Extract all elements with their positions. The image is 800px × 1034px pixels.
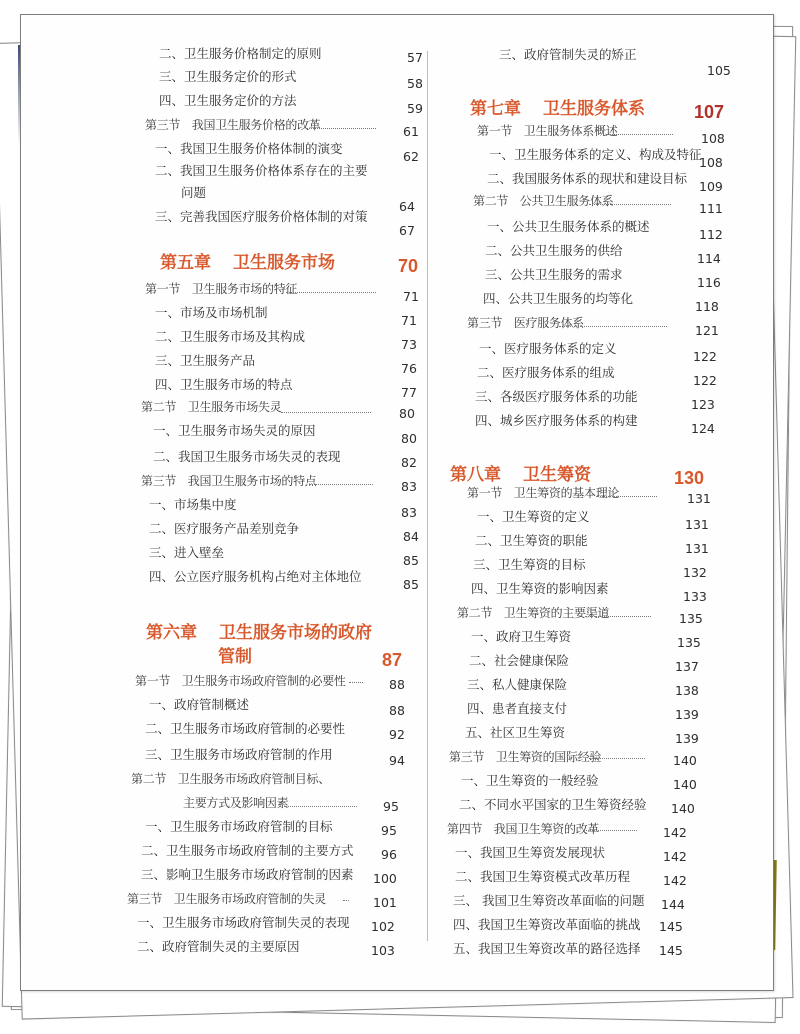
toc-item-entry [473,557,586,573]
toc-entry-label: 四、公共卫生服务的均等化 [483,291,634,306]
toc-entry-label: 第二节 卫生服务市场失灵 [141,400,282,414]
chapter-title-continued: 管制 [218,647,252,667]
toc-entry-label: 一、政府卫生筹资 [471,629,572,644]
toc-entry-label: 二、公共卫生服务的供给 [485,243,623,258]
toc-page-number: 123 [691,397,715,412]
toc-section-entry [449,749,601,765]
toc-section-entry [467,315,584,331]
toc-page-number: 140 [673,777,697,792]
chapter-number: 第七章 [470,99,521,119]
toc-page-number: 92 [389,727,405,742]
toc-item-entry [181,185,206,201]
toc-entry-label: 第二节 卫生筹资的主要渠道 [457,606,610,620]
leader-dots [589,203,671,205]
toc-entry-label: 问题 [181,185,207,200]
toc-page-number: 131 [687,491,711,506]
toc-entry-label: 四、我国卫生筹资改革面临的挑战 [453,917,641,932]
chapter-page-number: 107 [694,102,725,122]
toc-section-entry [457,605,609,621]
toc-item-entry [489,147,702,163]
toc-entry-label: 二、我国卫生筹资模式改革历程 [455,869,631,884]
chapter-page-number: 87 [382,650,403,670]
toc-page-number: 142 [663,849,687,864]
toc-page-number: 138 [675,683,699,698]
toc-entry-label: 二、卫生服务价格制定的原则 [159,46,322,61]
toc-entry-label: 第二节 公共卫生服务体系 [473,194,614,208]
toc-entry-label: 第三节 医疗服务体系 [467,316,585,330]
toc-item-entry [461,773,599,789]
toc-page-number: 112 [699,227,723,242]
toc-item-entry [155,329,305,345]
chapter-heading [160,248,335,273]
chapter-number: 第六章 [146,623,197,643]
toc-entry-label: 一、政府管制概述 [149,697,250,712]
toc-entry-label: 二、医疗服务产品差别竞争 [149,521,300,536]
toc-section-entry [131,771,330,787]
toc-item-entry [149,697,249,713]
leader-dots [279,805,357,807]
toc-page-number: 88 [389,677,405,692]
toc-item-entry [471,581,609,597]
toc-entry-label: 一、卫生服务市场政府管制失灵的表现 [137,915,350,930]
toc-page-number: 80 [401,431,417,446]
toc-page-number: 108 [699,155,723,170]
toc-item-entry [453,917,641,933]
toc-entry-label: 主要方式及影响因素 [183,796,289,810]
toc-page-number: 82 [401,455,417,470]
toc-page-number: 133 [683,589,707,604]
toc-entry-label: 五、我国卫生筹资改革的路径选择 [453,941,641,956]
toc-entry-label: 一、卫生服务体系的定义、构成及特征 [489,147,702,162]
toc-entry-label: 一、卫生服务市场失灵的原因 [153,423,316,438]
chapter-page-number: 70 [398,256,419,276]
toc-entry-label: 三、进入壁垒 [149,545,225,560]
toc-item-entry [137,939,300,955]
toc-page-number: 142 [663,825,687,840]
toc-entry-label: 三、卫生服务定价的形式 [159,69,297,84]
toc-page-number: 105 [707,63,731,78]
chapter-heading [146,618,372,643]
toc-page-number: 103 [371,943,395,958]
toc-page-number: 85 [403,553,419,568]
toc-page-number: 145 [659,943,683,958]
leader-dots [559,325,667,327]
toc-section-entry [127,891,326,907]
toc-item-entry [455,845,605,861]
toc-entry-label: 第三节 我国卫生服务市场的特点 [141,474,317,488]
toc-page-number: 139 [675,731,699,746]
toc-page [20,14,774,991]
toc-entry-label: 二、卫生服务市场及其构成 [155,329,306,344]
toc-entry-label: 二、卫生筹资的职能 [475,533,588,548]
toc-item-entry [499,47,637,63]
chapter-heading [470,94,645,119]
toc-page-number: 94 [389,753,405,768]
toc-entry-label: 二、我国卫生服务价格体系存在的主要 [155,163,368,178]
toc-page-number: 108 [701,131,725,146]
toc-item-entry [465,725,565,741]
toc-page-number: 140 [673,753,697,768]
toc-section-entry [473,193,613,209]
leader-dots [583,829,637,831]
toc-item-entry [149,497,237,513]
chapter-title: 卫生服务市场 [233,253,335,273]
leader-dots [286,291,376,293]
toc-item-entry [467,677,567,693]
chapter-number: 第五章 [160,253,211,273]
toc-item-entry [155,377,293,393]
toc-page-number: 83 [401,479,417,494]
toc-page-number: 122 [693,349,717,364]
toc-page-number: 62 [403,149,419,164]
toc-entry-label: 一、我国卫生服务价格体制的演变 [155,141,343,156]
toc-entry-label: 一、公共卫生服务体系的概述 [487,219,650,234]
leader-dots [597,495,657,497]
toc-page-number: 100 [373,871,397,886]
toc-section-entry [477,123,617,139]
toc-entry-label: 三、 我国卫生筹资改革面临的问题 [453,893,645,908]
leader-dots [606,133,673,135]
toc-item-entry [141,843,354,859]
toc-entry-label: 三、各级医疗服务体系的功能 [475,389,638,404]
toc-entry-label: 四、患者直接支付 [467,701,568,716]
toc-item-entry [141,867,354,883]
toc-page-number: 85 [403,577,419,592]
toc-item-entry [155,141,343,157]
leader-dots [306,127,376,129]
toc-item-entry [477,509,590,525]
toc-entry-label: 第一节 卫生筹资的基本理论 [467,486,620,500]
toc-section-entry [183,795,288,811]
toc-item-entry [159,69,297,85]
toc-page-number: 142 [663,873,687,888]
toc-page-number: 83 [401,505,417,520]
toc-page-number: 71 [403,289,419,304]
toc-page-number: 145 [659,919,683,934]
toc-page-number: 58 [407,76,423,91]
toc-item-entry [467,701,567,717]
toc-section-entry [141,399,281,415]
chapter-heading [450,460,591,485]
toc-item-entry [159,93,297,109]
toc-page-number: 57 [407,50,423,65]
toc-item-entry [149,521,299,537]
toc-page-number: 124 [691,421,715,436]
toc-item-entry [145,819,333,835]
toc-page-number: 137 [675,659,699,674]
toc-section-entry [141,473,317,489]
toc-item-entry [487,171,687,187]
toc-page-number: 59 [407,101,423,116]
toc-item-entry [159,46,322,62]
toc-entry-label: 二、医疗服务体系的组成 [477,365,615,380]
toc-entry-label: 四、卫生筹资的影响因素 [471,581,609,596]
toc-entry-label: 一、市场及市场机制 [155,305,268,320]
toc-page-number: 95 [381,823,397,838]
toc-page-number: 73 [401,337,417,352]
toc-entry-label: 四、卫生服务定价的方法 [159,93,297,108]
toc-entry-label: 二、我国卫生服务市场失灵的表现 [153,449,341,464]
toc-entry-label: 第一节 卫生服务市场政府管制的必要性 [135,674,346,688]
toc-item-entry [137,915,350,931]
toc-entry-label: 三、卫生服务市场政府管制的作用 [145,747,333,762]
leader-dots [349,681,363,683]
leader-dots [589,757,645,759]
toc-entry-label: 三、完善我国医疗服务价格体制的对策 [155,209,368,224]
toc-entry-label: 五、社区卫生筹资 [465,725,566,740]
toc-entry-label: 四、城乡医疗服务体系的构建 [475,413,638,428]
toc-page-number: 71 [401,313,417,328]
toc-entry-label: 第二节 卫生服务市场政府管制目标、 [131,772,330,786]
toc-item-entry [477,365,615,381]
toc-page-number: 67 [399,223,415,238]
toc-entry-label: 三、影响卫生服务市场政府管制的因素 [141,867,354,882]
toc-page-number: 122 [693,373,717,388]
chapter-number: 第八章 [450,465,501,485]
toc-section-entry [145,117,321,133]
toc-page-number: 111 [699,201,723,216]
toc-page-number: 88 [389,703,405,718]
chapter-page-number: 130 [674,468,705,488]
toc-item-entry [471,629,571,645]
toc-item-entry [453,893,644,909]
toc-page-number: 77 [401,385,417,400]
toc-entry-label: 一、医疗服务体系的定义 [479,341,617,356]
toc-entry-label: 二、政府管制失灵的主要原因 [137,939,300,954]
column-divider [427,51,428,941]
toc-entry-label: 一、卫生筹资的定义 [477,509,590,524]
toc-item-entry [155,353,255,369]
toc-item-entry [459,797,647,813]
toc-section-entry [447,821,599,837]
toc-item-entry [145,747,333,763]
toc-item-entry [487,219,650,235]
toc-page-number: 131 [685,517,709,532]
toc-entry-label: 第三节 卫生筹资的国际经验 [449,750,602,764]
toc-entry-label: 二、卫生服务市场政府管制的主要方式 [141,843,354,858]
chapter-title: 卫生服务市场的政府 [219,623,372,643]
toc-entry-label: 三、政府管制失灵的矫正 [499,47,637,62]
toc-entry-label: 三、卫生服务产品 [155,353,256,368]
toc-entry-label: 三、公共卫生服务的需求 [485,267,623,282]
toc-item-entry [155,163,368,179]
toc-entry-label: 四、卫生服务市场的特点 [155,377,293,392]
toc-section-entry [135,673,346,689]
toc-page-number: 135 [679,611,703,626]
toc-item-entry [153,423,316,439]
toc-page-number: 121 [695,323,719,338]
toc-item-entry [155,209,368,225]
toc-entry-label: 三、卫生筹资的目标 [473,557,586,572]
toc-item-entry [149,545,224,561]
toc-page-number: 61 [403,124,419,139]
chapter-title: 卫生筹资 [523,465,591,485]
toc-entry-label: 一、卫生服务市场政府管制的目标 [145,819,333,834]
toc-entry-label: 第一节 卫生服务市场的特征 [145,282,298,296]
toc-entry-label: 二、社会健康保险 [469,653,570,668]
toc-page-number: 80 [399,406,415,421]
toc-page-number: 116 [697,275,721,290]
toc-page-number: 101 [373,895,397,910]
toc-page-number: 114 [697,251,721,266]
toc-item-entry [485,243,623,259]
toc-page-number: 118 [695,299,719,314]
leader-dots [309,483,373,485]
toc-entry-label: 二、我国服务体系的现状和建设目标 [487,171,688,186]
toc-page-number: 132 [683,565,707,580]
toc-entry-label: 第四节 我国卫生筹资的改革 [447,822,600,836]
toc-page-number: 95 [383,799,399,814]
toc-page-number: 109 [699,179,723,194]
toc-item-entry [475,389,638,405]
toc-item-entry [475,413,638,429]
leader-dots [343,899,349,901]
toc-entry-label: 一、卫生筹资的一般经验 [461,773,599,788]
toc-section-entry [145,281,297,297]
toc-item-entry [469,653,569,669]
toc-entry-label: 第三节 我国卫生服务价格的改革 [145,118,321,132]
toc-page-number: 140 [671,801,695,816]
toc-item-entry [149,569,362,585]
toc-entry-label: 二、不同水平国家的卫生筹资经验 [459,797,647,812]
toc-page-number: 135 [677,635,701,650]
toc-entry-label: 四、公立医疗服务机构占绝对主体地位 [149,569,362,584]
toc-page-number: 139 [675,707,699,722]
toc-page-number: 96 [381,847,397,862]
toc-item-entry [483,291,633,307]
toc-item-entry [153,449,341,465]
toc-page-number: 144 [661,897,685,912]
toc-item-entry [479,341,617,357]
toc-entry-label: 二、卫生服务市场政府管制的必要性 [145,721,346,736]
toc-entry-label: 第一节 卫生服务体系概述 [477,124,618,138]
toc-page-number: 131 [685,541,709,556]
leader-dots [281,411,371,413]
toc-item-entry [145,721,345,737]
toc-page-number: 64 [399,199,415,214]
toc-page-number: 102 [371,919,395,934]
toc-entry-label: 第三节 卫生服务市场政府管制的失灵 [127,892,326,906]
toc-item-entry [455,869,630,885]
toc-item-entry [485,267,623,283]
toc-item-entry [453,941,641,957]
toc-entry-label: 一、我国卫生筹资发展现状 [455,845,606,860]
leader-dots [585,615,651,617]
toc-page-number: 84 [403,529,419,544]
toc-item-entry [155,305,268,321]
toc-section-entry [467,485,619,501]
toc-entry-label: 三、私人健康保险 [467,677,568,692]
toc-entry-label: 一、市场集中度 [149,497,237,512]
toc-item-entry [475,533,588,549]
toc-page-number: 76 [401,361,417,376]
chapter-title: 卫生服务体系 [543,99,645,119]
